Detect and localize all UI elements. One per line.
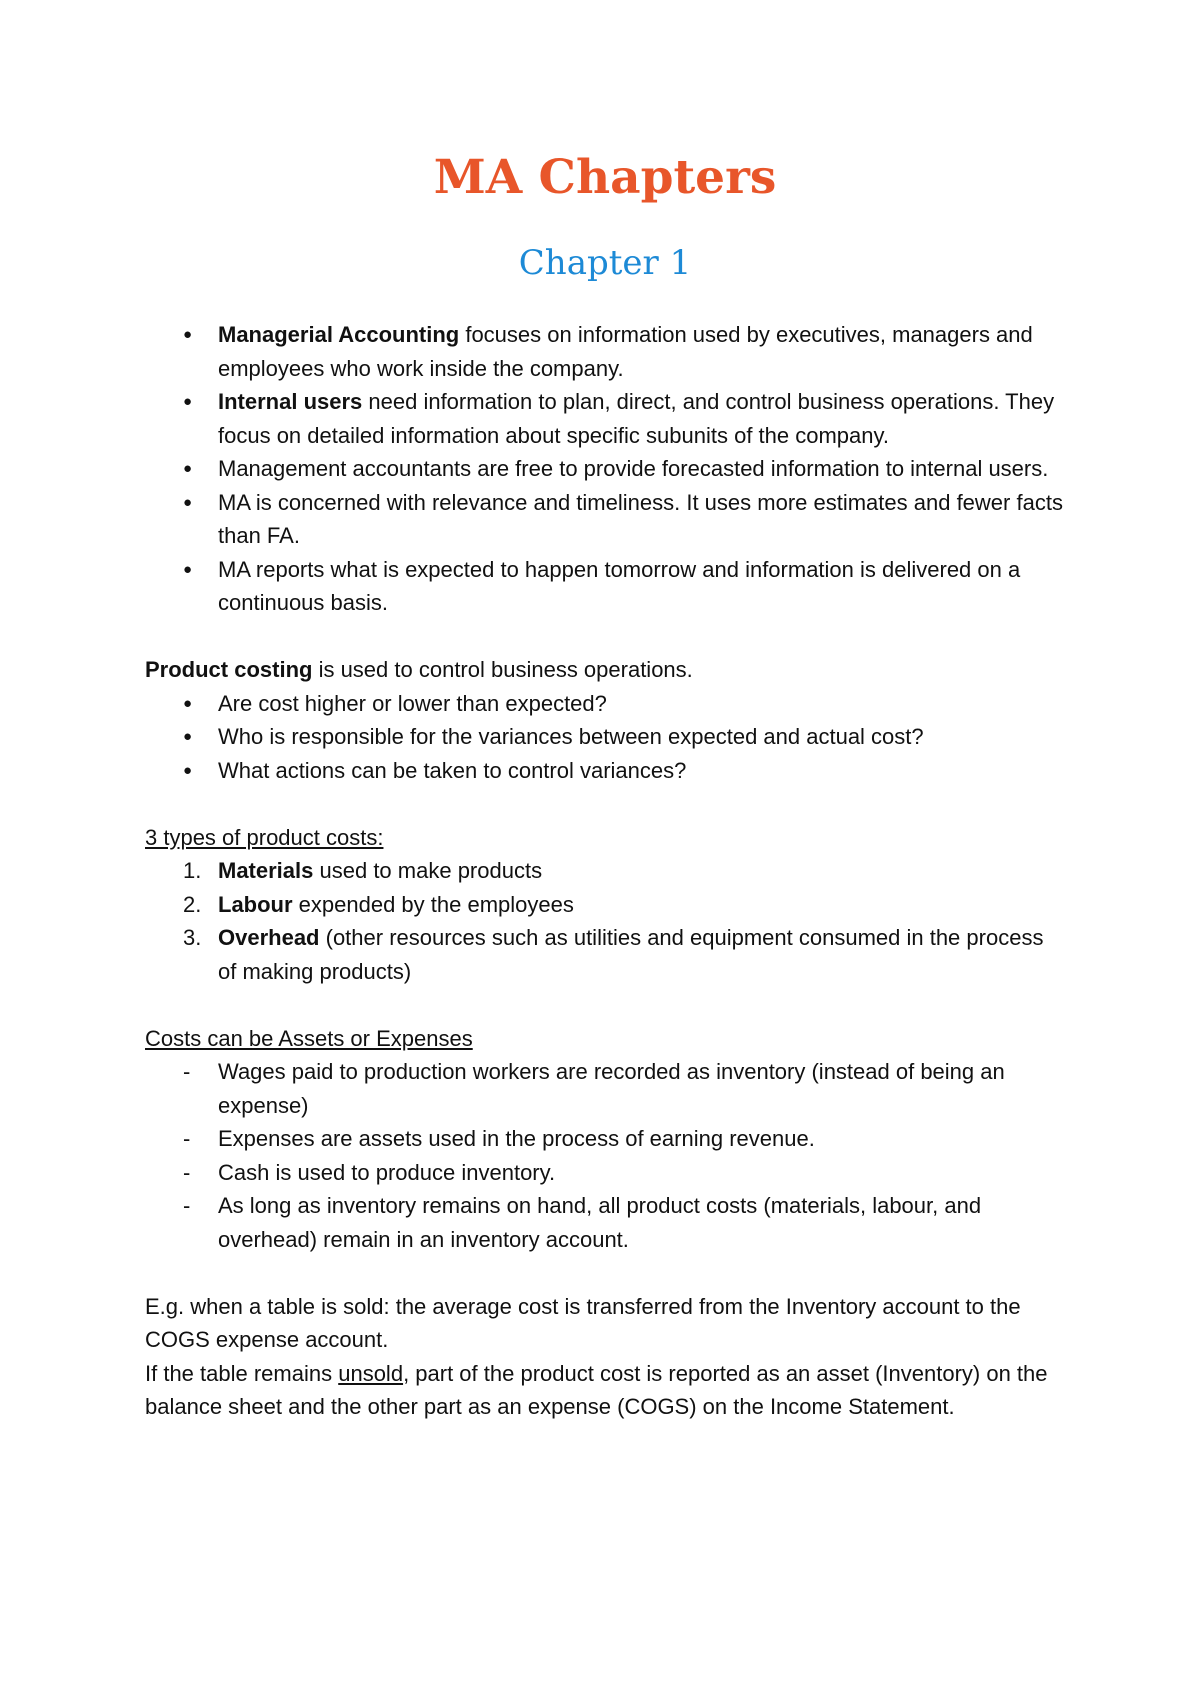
bullet-marker: ● bbox=[183, 728, 193, 745]
list-item bbox=[145, 1122, 1065, 1156]
number-marker: 1. bbox=[183, 858, 202, 883]
spacer bbox=[145, 1256, 1065, 1290]
bold-term: Labour bbox=[218, 891, 293, 917]
list-item bbox=[145, 888, 1065, 922]
list-item bbox=[145, 553, 1065, 620]
product-costing-bullet-list bbox=[145, 687, 1065, 788]
list-item bbox=[145, 452, 1065, 486]
spacer bbox=[145, 988, 1065, 1022]
assets-expenses-heading: Costs can be Assets or Expenses bbox=[145, 1025, 473, 1051]
bold-term: Product costing bbox=[145, 657, 313, 682]
bullet-marker: ● bbox=[183, 493, 193, 511]
document-title: MA Chapters bbox=[433, 150, 777, 205]
list-item-text: Expenses are assets used in the process of earning revenue. bbox=[218, 1126, 815, 1151]
list-item bbox=[145, 754, 1065, 788]
list-item bbox=[145, 687, 1065, 721]
chapter-heading: Chapter 1 bbox=[518, 243, 692, 283]
list-item-text: used to make products bbox=[313, 858, 543, 883]
list-item-text: As long as inventory remains on hand, all product costs (materials, labour, and overhead) remain in an inventory account. bbox=[218, 1193, 982, 1252]
bullet-marker: ● bbox=[183, 761, 193, 779]
number-marker: 2. bbox=[183, 891, 202, 917]
paragraph-text: is used to control business operations. bbox=[312, 657, 693, 682]
list-item bbox=[145, 1055, 1065, 1122]
list-item-text: focuses on information used by executives, managers and employees who work inside the company. bbox=[218, 322, 1033, 381]
bold-term: Managerial Accounting bbox=[218, 322, 460, 347]
list-item bbox=[145, 854, 1065, 888]
list-item-text: need information to plan, direct, and control business operations. They focus on detailed information about specific subunits of the company. bbox=[218, 389, 1055, 448]
list-item bbox=[145, 1156, 1065, 1190]
list-item bbox=[145, 1189, 1065, 1256]
list-item bbox=[145, 385, 1065, 452]
underlined-term: unsold bbox=[338, 1360, 404, 1386]
dash-marker: - bbox=[183, 1193, 191, 1218]
example-paragraph: E.g. when a table is sold: the average cost is transferred from the Inventory account to the COGS expense account. bbox=[145, 1293, 1021, 1352]
intro-bullet-list bbox=[145, 318, 1065, 620]
assets-expenses-dash-list bbox=[145, 1055, 1065, 1256]
bold-term: Overhead bbox=[218, 925, 320, 950]
list-item-text: Management accountants are free to provide forecasted information to internal users. bbox=[218, 456, 1049, 481]
dash-marker: - bbox=[183, 1159, 191, 1185]
bullet-marker: ● bbox=[183, 694, 193, 712]
product-costing-paragraph bbox=[145, 653, 1065, 687]
product-costs-numbered-list bbox=[145, 854, 1065, 988]
bullet-marker: ● bbox=[183, 460, 193, 477]
paragraph-text: , part of the product cost is reported as an asset (Inventory) on the balance sheet and the other part as an expense (COGS) on the Income Statement. bbox=[145, 1360, 1048, 1419]
bullet-marker: ● bbox=[183, 560, 193, 578]
list-item-text: MA is concerned with relevance and timeliness. It uses more estimates and fewer facts than FA. bbox=[218, 489, 1063, 548]
list-item-text: Who is responsible for the variances between expected and actual cost? bbox=[218, 724, 924, 749]
list-item-text: Cash is used to produce inventory. bbox=[218, 1159, 556, 1185]
list-item bbox=[145, 486, 1065, 553]
paragraph-text: If the table remains bbox=[145, 1360, 339, 1386]
list-item-text: (other resources such as utilities and equipment consumed in the process of making products) bbox=[218, 925, 1044, 984]
list-item-text: What actions can be taken to control variances? bbox=[218, 757, 687, 783]
list-item-text: expended by the employees bbox=[292, 891, 574, 917]
document-content bbox=[145, 150, 1065, 1424]
list-item bbox=[145, 720, 1065, 754]
unsold-paragraph bbox=[145, 1357, 1065, 1424]
list-item-text: Are cost higher or lower than expected? bbox=[218, 690, 607, 716]
list-item bbox=[145, 318, 1065, 385]
spacer bbox=[145, 787, 1065, 821]
list-item-text: Wages paid to production workers are recorded as inventory (instead of being an expense) bbox=[218, 1059, 1005, 1118]
dash-marker: - bbox=[183, 1126, 191, 1151]
bullet-marker: ● bbox=[183, 326, 193, 343]
bullet-marker: ● bbox=[183, 393, 193, 410]
bold-term: Materials bbox=[218, 858, 314, 883]
product-costs-heading: 3 types of product costs: bbox=[145, 824, 384, 850]
dash-marker: - bbox=[183, 1059, 191, 1084]
spacer bbox=[145, 620, 1065, 654]
bold-term: Internal users bbox=[218, 389, 363, 414]
list-item bbox=[145, 921, 1065, 988]
number-marker: 3. bbox=[183, 925, 202, 950]
list-item-text: MA reports what is expected to happen tomorrow and information is delivered on a continuous basis. bbox=[218, 556, 1021, 615]
